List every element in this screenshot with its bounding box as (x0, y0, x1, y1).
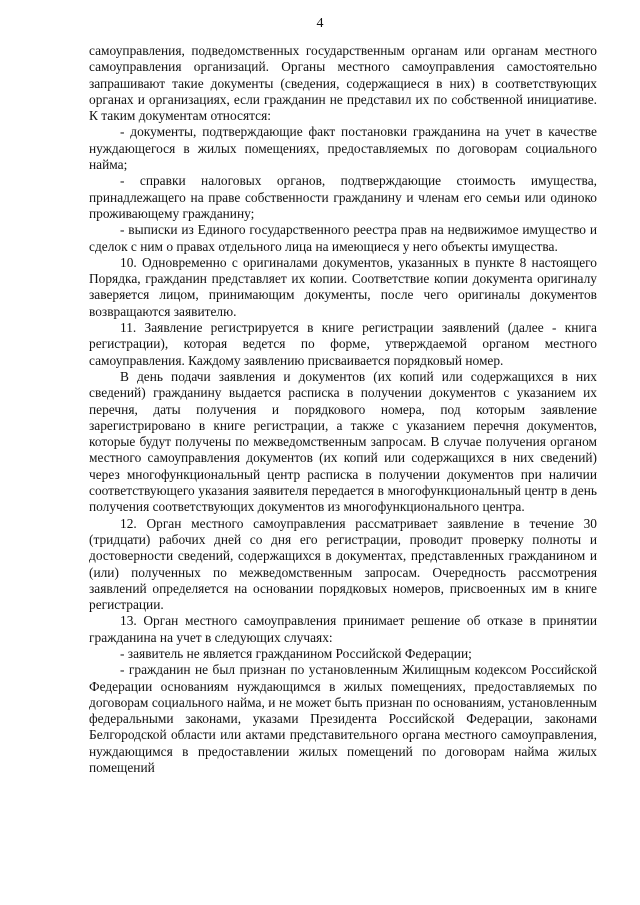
paragraph: - документы, подтверждающие факт постановки гражданина на учет в качестве нуждающегося в жилых помещениях, предоставляемых по договорам социального найма; (89, 124, 597, 173)
paragraph: 11. Заявление регистрируется в книге регистрации заявлений (далее - книга регистрации), которая ведется по форме, утверждаемой органом местного самоуправления. Каждому заявлению присваивается порядковый номер. (89, 320, 597, 368)
paragraph: 10. Одновременно с оригиналами документов, указанных в пункте 8 настоящего Порядка, гражданин представляет их копии. Соответствие копии документа оригиналу заверяется лицом, принимающим документы, после чего оригиналы документов возвращаются заявителю. (89, 254, 597, 319)
page-number: 4 (316, 16, 324, 31)
document-body (89, 43, 597, 776)
paragraph: 13. Орган местного самоуправления принимает решение об отказе в принятии гражданина на учет в следующих случаях: (89, 613, 597, 645)
paragraph: 12. Орган местного самоуправления рассматривает заявление в течение 30 (тридцати) рабочих дней со дня его регистрации, проводит проверку полноты и достоверности сведений, содержащихся в документах, представленных гражданином и (или) полученных по межведомственным запросам. Очередность рассмотрения заявлений определяется на основании порядковых номеров, присвоенных им в книге регистрации. (89, 515, 597, 613)
paragraph: самоуправления, подведомственных государственным органам или органам местного самоуправления организаций. Органы местного самоуправления самостоятельно запрашивают такие документы (сведения, содержащиеся в них) в соответствующих органах и организациях, если гражданин не представил их по собственной инициативе. К таким документам относятся: (89, 43, 597, 124)
paragraph: - справки налоговых органов, подтверждающие стоимость имущества, принадлежащего на праве собственности гражданину и членам его семьи или одиноко проживающему гражданину; (89, 173, 597, 221)
paragraph: В день подачи заявления и документов (их копий или содержащихся в них сведений) гражданину выдается расписка в получении документов с указанием их перечня, даты получения и порядкового номера, под которым заявление зарегистрировано в книге регистрации, а также с указанием перечня документов, которые будут получены по межведомственным запросам. В случае получения органом местного самоуправления документов (их копий или содержащихся в них сведений) через многофункциональный центр расписка в получении документов при наличии соответствующего указания заявителя передается в многофункциональный центр в день получения соответствующих документов из многофункционального центра. (89, 368, 597, 515)
paragraph: - выписки из Единого государственного реестра прав на недвижимое имущество и сделок с ним о правах отдельного лица на имеющиеся у него объекты имущества. (89, 222, 597, 254)
paragraph: - заявитель не является гражданином Российской Федерации; (120, 645, 472, 661)
paragraph: - гражданин не был признан по установленным Жилищным кодексом Российской Федерации основаниям нуждающимся в жилых помещениях, предоставляемых по договорам социального найма, и не может быть признан по основаниям, установленным федеральными законами, указами Президента Российской Федерации, законами Белгородской области или актами представительного органа местного самоуправления, нуждающимся в предоставлении жилых помещений по договорам найма жилых помещений (89, 662, 597, 776)
